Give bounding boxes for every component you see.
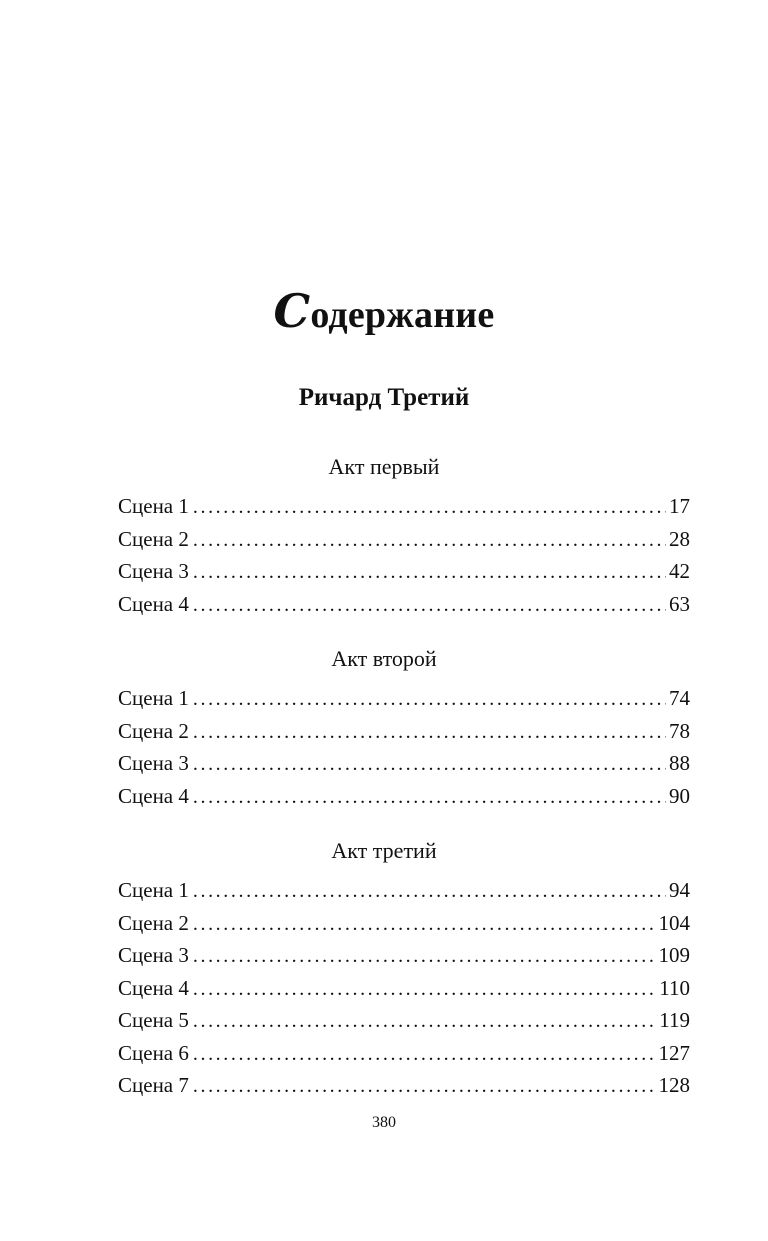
toc-entry-page: 63 [669, 592, 690, 616]
toc-entry [118, 874, 690, 906]
toc-entry [118, 1069, 690, 1101]
dot-leader [193, 973, 656, 1005]
dot-leader [193, 908, 656, 940]
toc-entry [118, 1004, 690, 1036]
toc-entry-label: Сцена 4 [118, 592, 189, 616]
toc-entry [118, 588, 690, 620]
toc-entry-label: Сцена 3 [118, 943, 189, 967]
contents-heading [0, 281, 768, 345]
toc-entry [118, 715, 690, 747]
toc-entry-label: Сцена 4 [118, 784, 189, 808]
dot-leader [193, 1038, 656, 1070]
dot-leader [193, 875, 666, 907]
toc-entry [118, 1037, 690, 1069]
toc-entry-page: 28 [669, 527, 690, 551]
act-heading: Акт третий [331, 838, 437, 863]
dot-leader [193, 683, 666, 715]
toc-entry-label: Сцена 1 [118, 494, 189, 518]
dot-leader [193, 940, 656, 972]
toc-entry-page: 119 [659, 1008, 690, 1032]
toc-entry-label: Сцена 6 [118, 1041, 189, 1065]
dot-leader [193, 491, 666, 523]
dot-leader [193, 556, 666, 588]
toc-entry-page: 17 [669, 494, 690, 518]
dot-leader [193, 781, 666, 813]
toc-entry-page: 78 [669, 719, 690, 743]
act-heading: Акт первый [328, 454, 440, 479]
toc-entry-label: Сцена 1 [118, 878, 189, 902]
toc-entry [118, 555, 690, 587]
dot-leader [193, 1070, 656, 1102]
toc-entry-page: 88 [669, 751, 690, 775]
toc-entry-label: Сцена 3 [118, 559, 189, 583]
toc-entry [118, 939, 690, 971]
toc-entry-label: Сцена 7 [118, 1073, 189, 1097]
toc-entry-label: Сцена 4 [118, 976, 189, 1000]
toc-entry-label: Сцена 1 [118, 686, 189, 710]
toc-entry-label: Сцена 3 [118, 751, 189, 775]
play-title: Ричард Третий [298, 384, 470, 411]
toc-entry-page: 42 [669, 559, 690, 583]
decorative-initial: С [273, 284, 311, 338]
toc-entry [118, 780, 690, 812]
toc-entry-page: 104 [658, 911, 690, 935]
toc-entry-label: Сцена 2 [118, 911, 189, 935]
toc-entry-page: 109 [658, 943, 690, 967]
toc-entry [118, 907, 690, 939]
toc-entry-page: 94 [669, 878, 690, 902]
toc-entry-page: 74 [669, 686, 690, 710]
toc-entry-page: 128 [658, 1073, 690, 1097]
toc-entry [118, 747, 690, 779]
toc-entry-label: Сцена 2 [118, 527, 189, 551]
toc-entry-page: 127 [658, 1041, 690, 1065]
toc-entry [118, 523, 690, 555]
toc-entry-label: Сцена 5 [118, 1008, 189, 1032]
dot-leader [193, 748, 666, 780]
contents-heading-rest: одержание [310, 294, 495, 336]
toc-entry-page: 110 [659, 976, 690, 1000]
dot-leader [193, 589, 666, 621]
toc-entry [118, 490, 690, 522]
act-heading: Акт второй [331, 646, 437, 671]
dot-leader [193, 716, 666, 748]
dot-leader [193, 524, 666, 556]
toc-entry-page: 90 [669, 784, 690, 808]
dot-leader [193, 1005, 656, 1037]
toc-entry-label: Сцена 2 [118, 719, 189, 743]
toc-entry [118, 682, 690, 714]
toc-entry [118, 972, 690, 1004]
page-number: 380 [372, 1114, 396, 1131]
